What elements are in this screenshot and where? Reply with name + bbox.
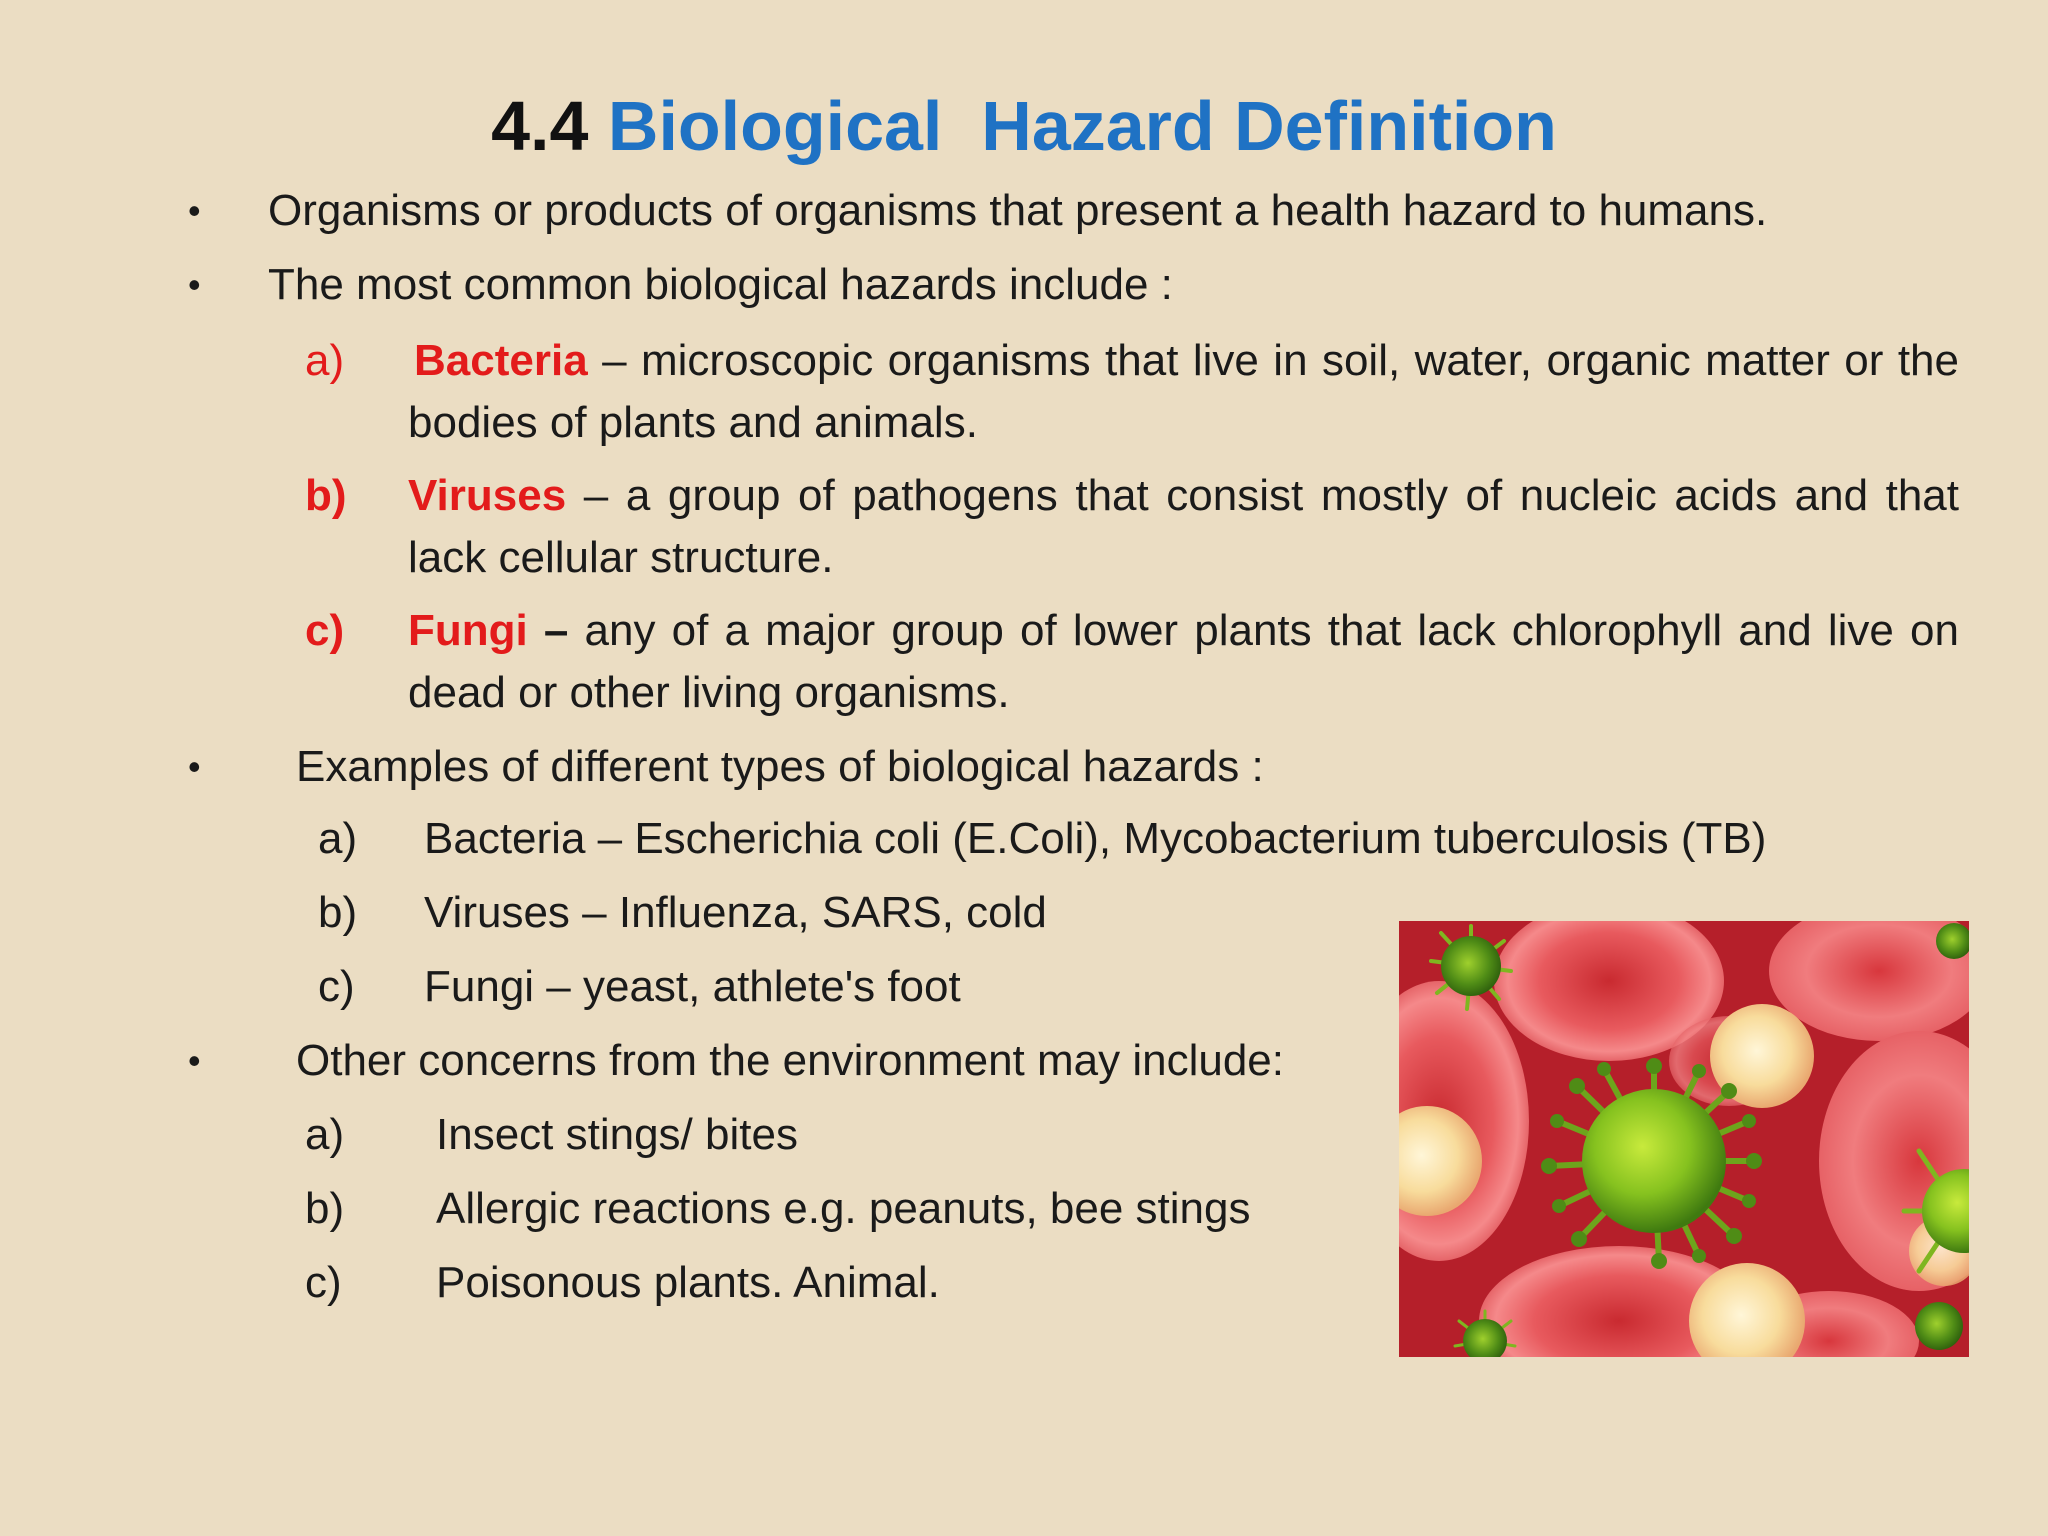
list-marker: a) <box>318 814 358 863</box>
dash: – <box>587 336 641 385</box>
example-text: Viruses – Influenza, SARS, cold <box>424 888 1047 937</box>
hazard-item <box>305 465 1959 589</box>
virus-illustration <box>1399 921 1969 1357</box>
bullet-text: Organisms or products of organisms that present a health hazard to humans. <box>268 186 1768 235</box>
hazard-term: Fungi <box>408 606 528 655</box>
bullet-text: Other concerns from the environment may include: <box>296 1036 1285 1085</box>
definition-text: any of a major group of lower plants that lack chlorophyll and live on dead or other living organisms. <box>408 606 1959 717</box>
concern-text: Allergic reactions e.g. peanuts, bee stings <box>436 1184 1251 1233</box>
concern-text: Insect stings/ bites <box>436 1110 798 1159</box>
list-marker: a) <box>305 1110 345 1159</box>
bullet-text: Examples of different types of biological hazards : <box>296 742 1264 791</box>
list-marker: b) <box>318 888 358 937</box>
example-text: Fungi – yeast, athlete's foot <box>424 962 961 1011</box>
dash: – <box>527 606 585 655</box>
example-text: Bacteria – Escherichia coli (E.Coli), Mycobacterium tuberculosis (TB) <box>424 814 1767 863</box>
list-marker: c) <box>305 606 345 655</box>
bullet-icon: • <box>188 264 201 305</box>
slide-title <box>0 78 2048 174</box>
bullet-text: The most common biological hazards include : <box>268 260 1173 309</box>
list-marker: a) <box>305 336 345 385</box>
bullet-icon: • <box>188 746 201 787</box>
title-number: 4.4 <box>491 87 589 165</box>
bullet-icon: • <box>188 1040 201 1081</box>
hazard-definition <box>408 600 1959 724</box>
hazard-term: Viruses <box>408 471 567 520</box>
concern-text: Poisonous plants. Animal. <box>436 1258 940 1307</box>
title-text: Biological Hazard Definition <box>607 87 1557 165</box>
list-marker: b) <box>305 471 347 520</box>
list-marker: b) <box>305 1184 345 1233</box>
hazard-item <box>305 600 1959 724</box>
list-marker: c) <box>305 1258 342 1307</box>
bullet-icon: • <box>188 190 201 231</box>
definition-text: microscopic organisms that live in soil, water, organic matter or the bodies of plants and animals. <box>408 336 1959 447</box>
list-marker: c) <box>318 962 355 1011</box>
hazard-definition <box>408 330 1959 454</box>
dash: – <box>566 471 626 520</box>
hazard-definition <box>408 465 1959 589</box>
hazard-item <box>305 330 1959 454</box>
hazard-term: Bacteria <box>414 336 588 385</box>
definition-text: a group of pathogens that consist mostly of nucleic acids and that lack cellular structure. <box>408 471 1959 582</box>
